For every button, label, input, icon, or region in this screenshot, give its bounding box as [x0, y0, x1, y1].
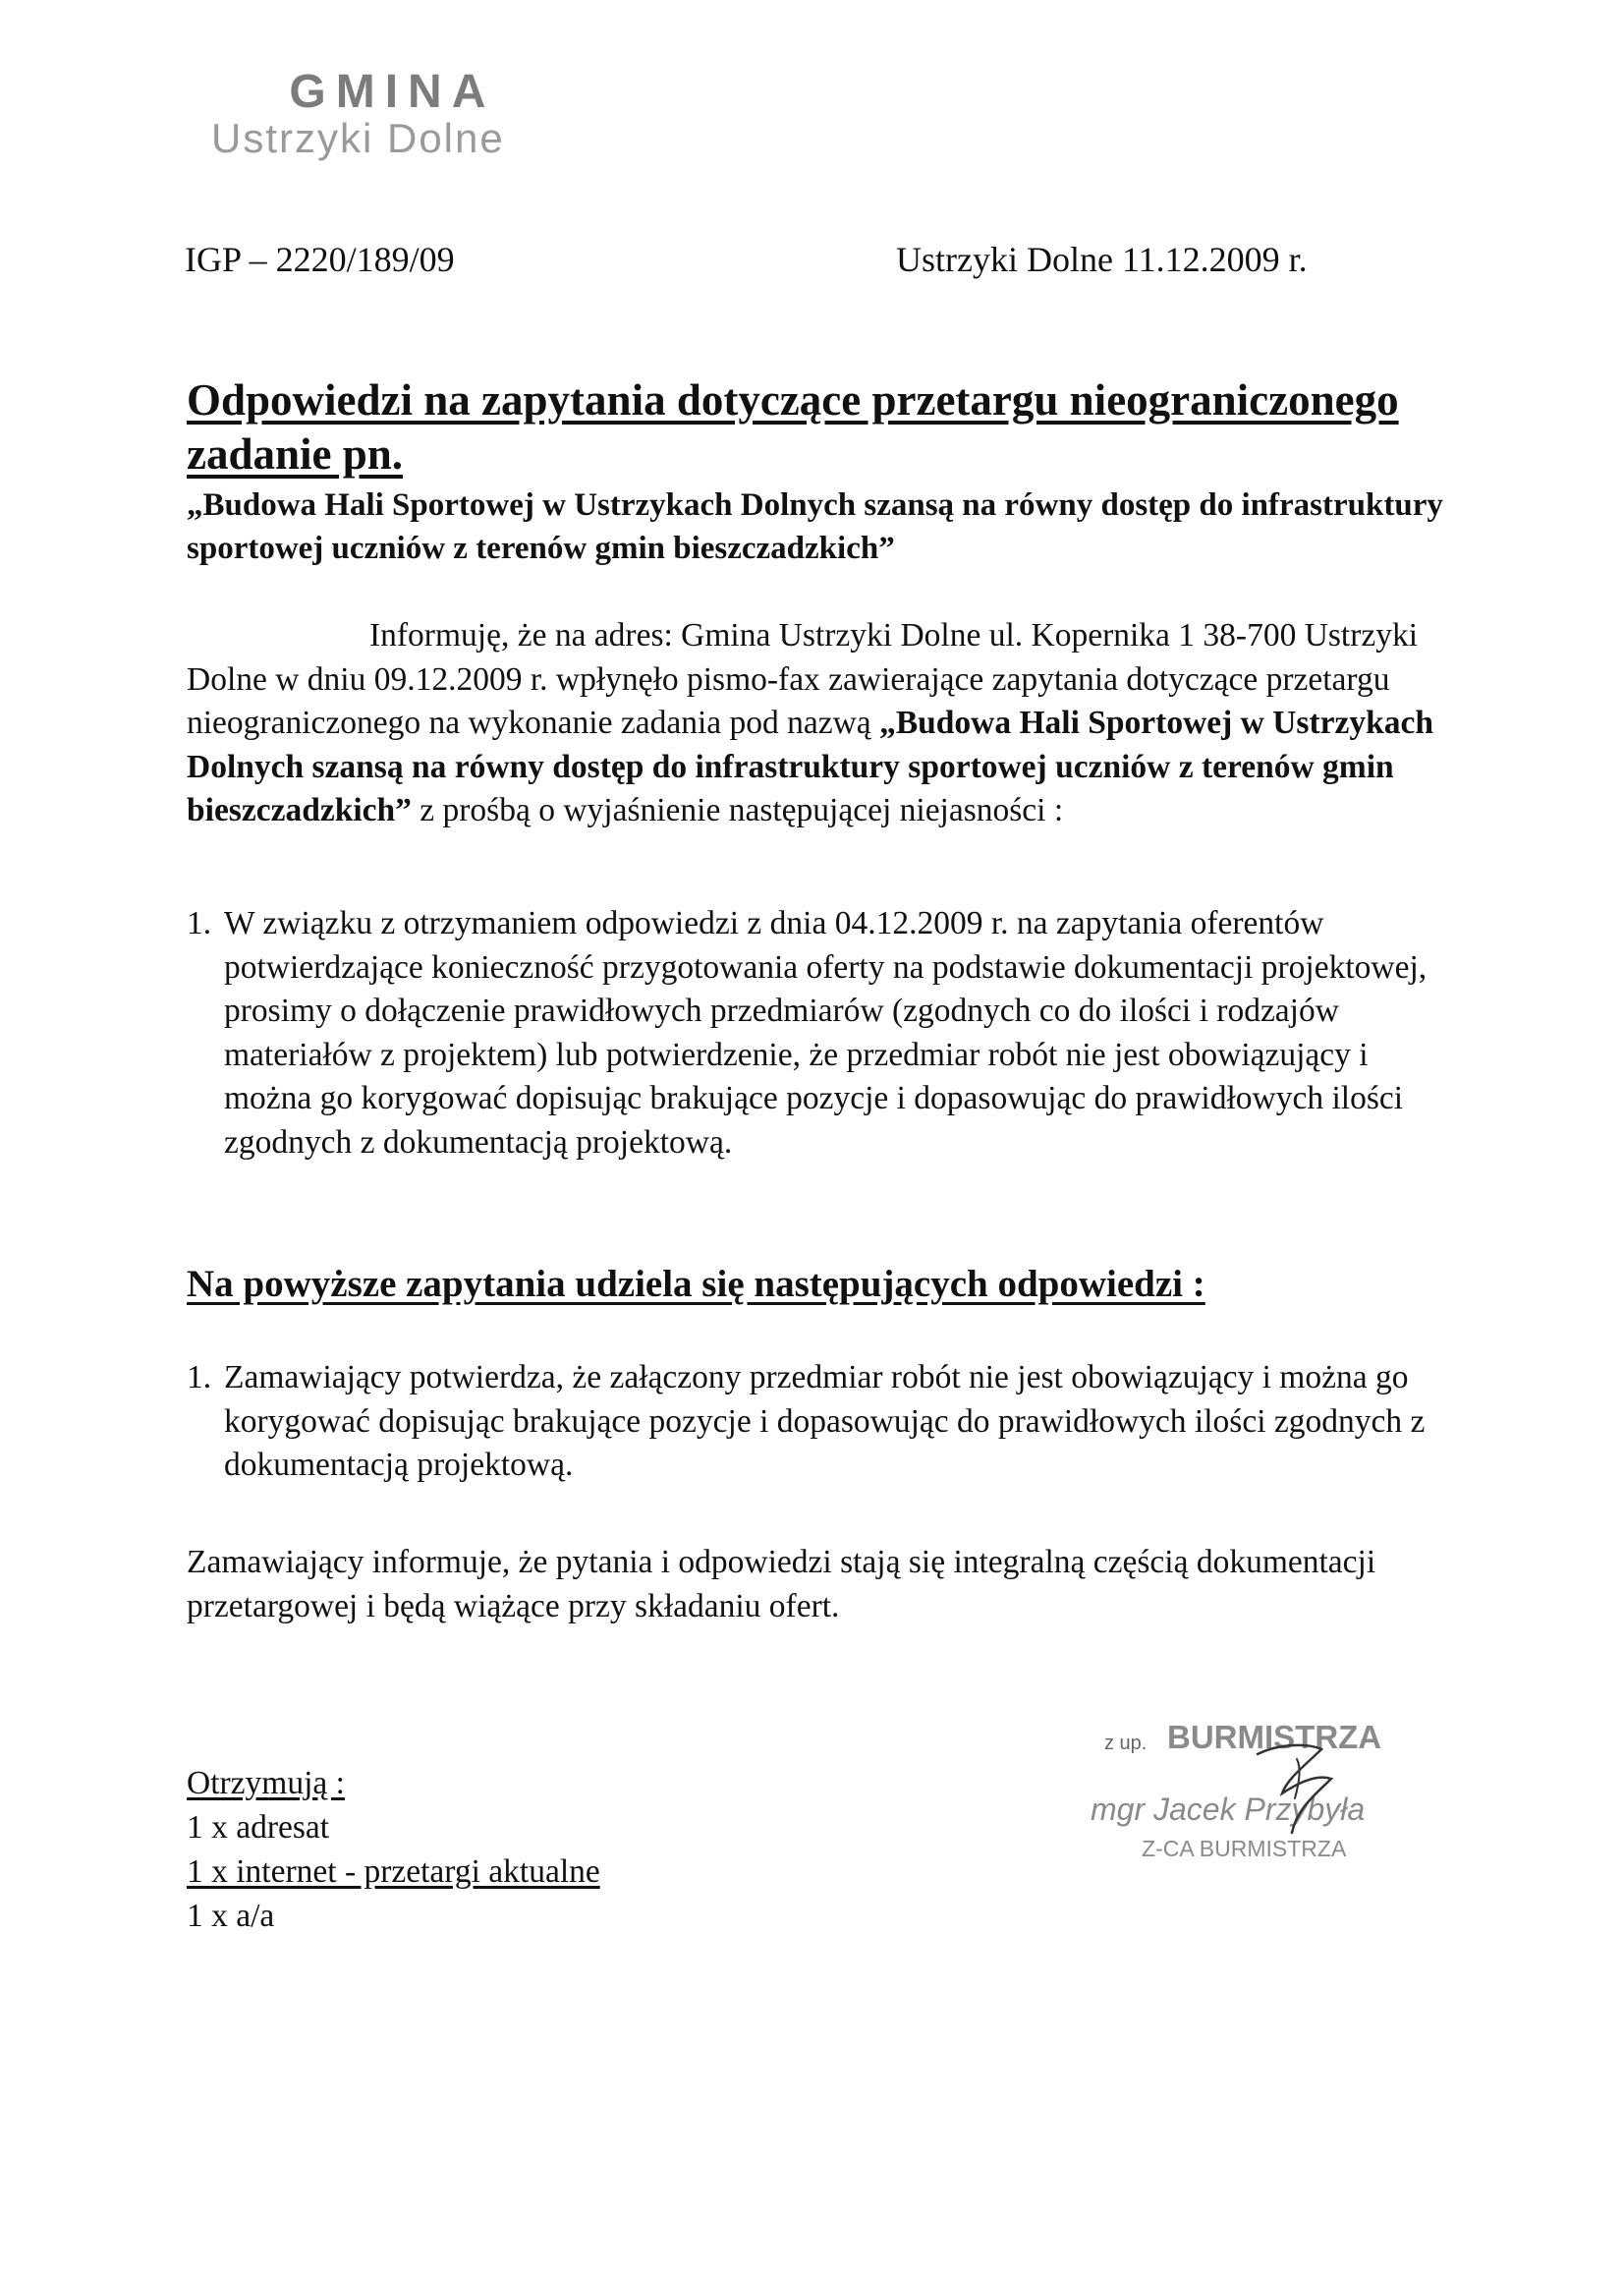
intro-text-1: Informuję, że na adres: Gmina Ustrzyki Dolne ul. Kopernika 1 38-700 Ustrzyki Dolne w dniu 09.12.2009 r. wpłynęło pismo-fax zawierające zapytania dotyczące przetargu nieograniczonego na wykonanie zadania pod nazwą: [187, 617, 1419, 741]
answer-text: Zamawiający potwierdza, że załączony przedmiar robót nie jest obowiązujący i można go korygować dopisując brakujące pozycje i dopasowując do prawidłowych ilości zgodnych z dokumentacją projektową.: [224, 1359, 1426, 1483]
signature-name: mgr Jacek Przybyła: [1091, 1792, 1366, 1827]
question-text: W związku z otrzymaniem odpowiedzi z dnia 04.12.2009 r. na zapytania oferentów potwierdzające konieczność przygotowania oferty na podstawie dokumentacji projektowej, prosimy o dołączenie prawidłowych przedmiarów (zgodnych co do ilości i rodzajów materiałów z projektem) lub potwierdzenie, że przedmiar robót nie jest obowiązujący i można go korygować dopisując brakujące pozycje i dopasowując do prawidłowych ilości zgodnych z dokumentacją projektową.: [224, 905, 1428, 1161]
signature-stamp: [1091, 1715, 1415, 1872]
answers-heading: Na powyższe zapytania udziela się następujących odpowiedzi :: [187, 1263, 1205, 1305]
tender-subject: „Budowa Hali Sportowej w Ustrzykach Dolnych szansą na równy dostęp do infrastruktury sportowej uczniów z terenów gmin bieszczadzkich”: [187, 487, 1443, 566]
place-and-date: Ustrzyki Dolne 11.12.2009 r.: [896, 240, 1308, 279]
recipient-item: 1 x internet - przetargi aktualne: [187, 1853, 600, 1890]
question-item: [187, 902, 1464, 1165]
municipality-stamp: [211, 66, 505, 161]
stamp-line-2: Ustrzyki Dolne: [211, 115, 505, 161]
recipients-heading: Otrzymują :: [187, 1765, 345, 1801]
handwritten-signature-icon: [1238, 1725, 1356, 1843]
recipients-list: [187, 1761, 600, 1938]
answer-number: 1.: [187, 1359, 212, 1395]
signature-office: BURMISTRZA: [1167, 1719, 1382, 1755]
signature-authority: z up.: [1104, 1733, 1148, 1754]
stamp-line-1: GMINA: [289, 66, 496, 118]
intro-paragraph: [187, 614, 1464, 833]
closing-paragraph: Zamawiający informuje, że pytania i odpowiedzi stają się integralną częścią dokumentacji przetargowej i będą wiążące przy składaniu ofert.: [187, 1544, 1376, 1624]
answer-item: [187, 1356, 1464, 1488]
document-title: Odpowiedzi na zapytania dotyczące przetargu nieograniczonego zadanie pn.: [187, 375, 1399, 479]
intro-task-name: „Budowa Hali Sportowej w Ustrzykach Dolnych szansą na równy dostęp do infrastruktury sportowej uczniów z terenów gmin bieszczadzkich”: [187, 705, 1433, 828]
intro-text-2: z prośbą o wyjaśnienie następującej niejasności :: [411, 792, 1064, 828]
recipient-item: 1 x a/a: [187, 1898, 275, 1934]
reference-number: IGP – 2220/189/09: [185, 240, 455, 279]
signature-role: Z-CA BURMISTRZA: [1142, 1836, 1347, 1861]
recipient-item: 1 x adresat: [187, 1809, 330, 1846]
question-number: 1.: [187, 905, 212, 941]
